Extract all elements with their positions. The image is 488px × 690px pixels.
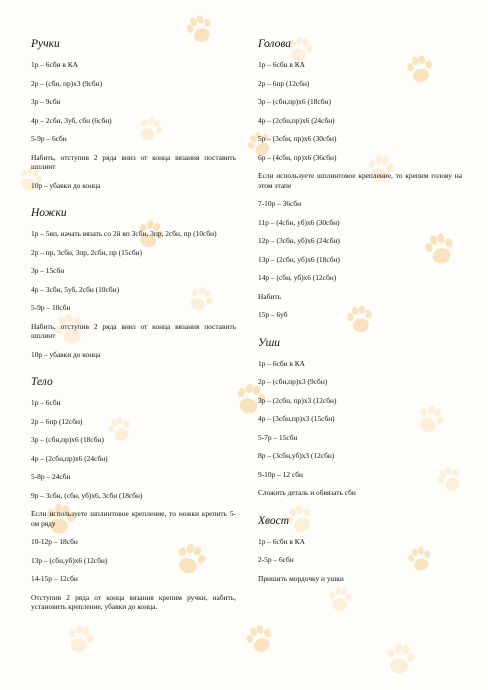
section-1 [31,37,236,190]
instruction-line: 15р – 6уб [258,310,288,319]
section-3 [31,375,236,612]
section-title: Ножки [31,207,67,219]
section-1 [258,37,462,320]
instruction-line: 2р – 6пр (12сбн) [258,78,310,88]
instruction-line: 9р – 3сбн, (сбн, уб)х6, 3сбн (18сбн) [31,490,143,500]
instruction-line: 8р – (3сбн,уб)х3 (12сбн) [258,451,335,460]
instruction-line: 1р – 6сбн в КА [258,358,306,368]
instruction-line: 14-15р – 12сбн [31,574,78,583]
section-title: Тело [31,376,53,388]
right-column [258,37,462,599]
instruction-line: 1р – 6сбн в КА [258,536,306,546]
left-column [31,37,236,628]
section-title: Голова [258,38,291,50]
instruction-line: 4р – (2сбн,пр)х6 (24сбн) [258,115,335,125]
instruction-line: 2р – (сбн,пр)х3 (9сбн) [258,377,328,386]
instruction-line: 4р – (3сбн,пр)х3 (15сбн) [258,414,335,423]
instruction-line: 4р – 3сбн, 5уб, 2сбн (10сбн) [31,284,120,294]
instruction-line: 10р – убавки до конца [31,180,101,190]
instruction-line: 3р – (сбн,пр)х6 (18сбн) [258,97,331,106]
instruction-line: 1р – 5вп, начать вязать со 2й вп 3сбн, 3пр, 2сбн, пр (10сбн) [31,229,217,238]
section-title: Ручки [31,38,60,50]
instruction-line: Пришить мордочку и ушки [258,573,344,583]
instruction-line: 11р – (4сбн, уб)х6 (30сбн) [258,217,340,227]
instruction-line: 9-10р – 12 сбн [258,469,303,479]
instruction-line: Отступив 2 ряда от конца вязания крепим ручки, набить, установить крепление, убавки до конца. [31,592,236,611]
section-2 [31,206,236,359]
instruction-line: 10р – убавки до конца [31,349,101,359]
instruction-line: 13р – (сбн,уб)х6 (12сбн) [31,555,108,565]
instruction-line: 5-8р – 24сбн [31,472,71,481]
instruction-line: 6р – (4сбн, пр)х6 (36сбн) [258,152,337,162]
instruction-line: 5р – (3сбн, пр)х6 (30сбн) [258,134,337,143]
instruction-line: 2р – пр, 3сбн, 3пр, 2сбн, пр (15сбн) [31,247,143,257]
instruction-line: 1р – 6сбн в КА [258,60,306,69]
section-2 [258,336,462,498]
instruction-line: 10-12р – 18сбн [31,537,78,546]
instruction-line: Если используете шплинтовое крепление, то ножки крепить 5-ом ряду [31,509,236,528]
instruction-line: Сложить деталь и обвязать сбн [258,488,356,497]
instruction-line: 3р – (сбн,пр)х6 (18сбн) [31,435,104,444]
section-title: Хвост [258,514,290,527]
instruction-line: 4р – (2сбн,пр)х6 (24сбн) [31,453,108,463]
instruction-line: 5-9р – 6сбн [31,134,67,143]
instruction-line: Набить [258,291,281,301]
instruction-line: Если используете шплинтовое крепление, то крепим голову на этом этапе [258,171,462,190]
section-3 [258,514,462,584]
instruction-line: 3р – 9сбн [31,97,61,106]
instruction-line: 3р – 15сбн [31,266,65,275]
instruction-line: 12р – (3сбн, уб)х6 (24сбн) [258,236,340,245]
instruction-line: Набить, отступив 2 ряда вниз от конца вязания поставить шплинт [31,321,236,340]
instruction-line: 1р – 6сбн [31,398,61,407]
instruction-line: 5-9р – 10сбн [31,303,71,312]
instruction-line: 5-7р – 15сбн [258,432,298,442]
section-title: Уши [258,336,281,349]
instruction-line: 2-5р – 6сбн [258,555,294,564]
instruction-line: Набить, отступив 2 ряда вниз от конца вязания поставить шплинт [31,152,236,171]
instruction-line: 2р – (сбн, пр)х3 (9сбн) [31,78,103,88]
instruction-line: 1р – 6сбн в КА [31,60,79,69]
instruction-line: 4р – 2сбн, 3уб, сбн (6сбн) [31,115,112,125]
instruction-line: 14р – (сбн, уб)х6 (12сбн) [258,273,337,282]
instruction-line: 3р – (2сбн, пр)х3 (12сбн) [258,395,337,405]
instruction-line: 7-10р – 36сбн [258,199,302,208]
instruction-line: 2р – 6пр (12сбн) [31,416,83,426]
instruction-line: 13р – (2сбн, уб)х6 (18сбн) [258,254,340,264]
